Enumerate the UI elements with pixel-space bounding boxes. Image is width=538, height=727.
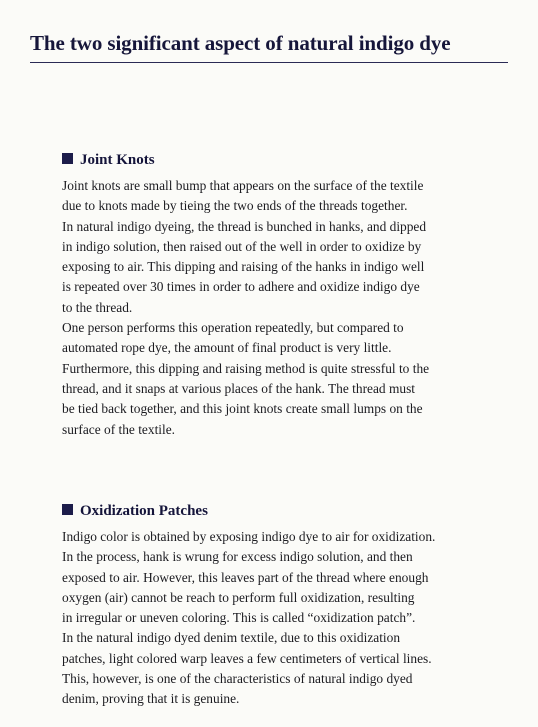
body-line: denim, proving that it is genuine. <box>62 691 240 707</box>
section-heading <box>62 501 496 521</box>
section-heading <box>62 150 496 170</box>
body-line: surface of the textile. <box>62 421 176 437</box>
body-line: Indigo color is obtained by exposing indigo dye to air for oxidization. <box>62 529 436 544</box>
section-joint-knots <box>62 150 496 440</box>
body-line: oxygen (air) cannot be reach to perform full oxidization, resulting <box>62 589 415 605</box>
body-line: be tied back together, and this joint knots create small lumps on the <box>62 401 423 417</box>
page-title: The two significant aspect of natural indigo dye <box>30 31 451 55</box>
square-bullet-icon <box>62 153 73 164</box>
section-body <box>62 527 496 710</box>
section-body <box>62 176 496 440</box>
body-line: due to knots made by tieing the two ends of the threads together. <box>62 198 408 214</box>
body-line: is repeated over 30 times in order to adhere and oxidize indigo dye <box>62 279 420 295</box>
body-line: Furthermore, this dipping and raising method is quite stressful to the <box>62 360 430 376</box>
body-line: In the process, hank is wrung for excess indigo solution, and then <box>62 549 413 565</box>
body-line: to the thread. <box>62 299 133 315</box>
body-line: exposed to air. However, this leaves part of the thread where enough <box>62 569 429 585</box>
body-line: in irregular or uneven coloring. This is called “oxidization patch”. <box>62 610 416 626</box>
body-line: In natural indigo dyeing, the thread is bunched in hanks, and dipped <box>62 218 427 234</box>
title-underline <box>30 62 508 63</box>
body-line: exposing to air. This dipping and raising of the hanks in indigo well <box>62 259 425 275</box>
section-heading-text: Joint Knots <box>80 152 155 168</box>
body-line: in indigo solution, then raised out of the well in order to oxidize by <box>62 238 422 254</box>
body-line: One person performs this operation repeatedly, but compared to <box>62 320 404 336</box>
body-line: Joint knots are small bump that appears on the surface of the textile <box>62 178 424 193</box>
body-line: This, however, is one of the characteristics of natural indigo dyed <box>62 671 413 687</box>
body-line: thread, and it snaps at various places of the hank. The thread must <box>62 380 416 396</box>
body-line: automated rope dye, the amount of final product is very little. <box>62 340 392 356</box>
square-bullet-icon <box>62 504 73 515</box>
body-line: patches, light colored warp leaves a few centimeters of vertical lines. <box>62 650 432 666</box>
section-heading-text: Oxidization Patches <box>80 503 208 519</box>
section-oxidization-patches <box>62 501 496 710</box>
body-line: In the natural indigo dyed denim textile, due to this oxidization <box>62 630 401 646</box>
